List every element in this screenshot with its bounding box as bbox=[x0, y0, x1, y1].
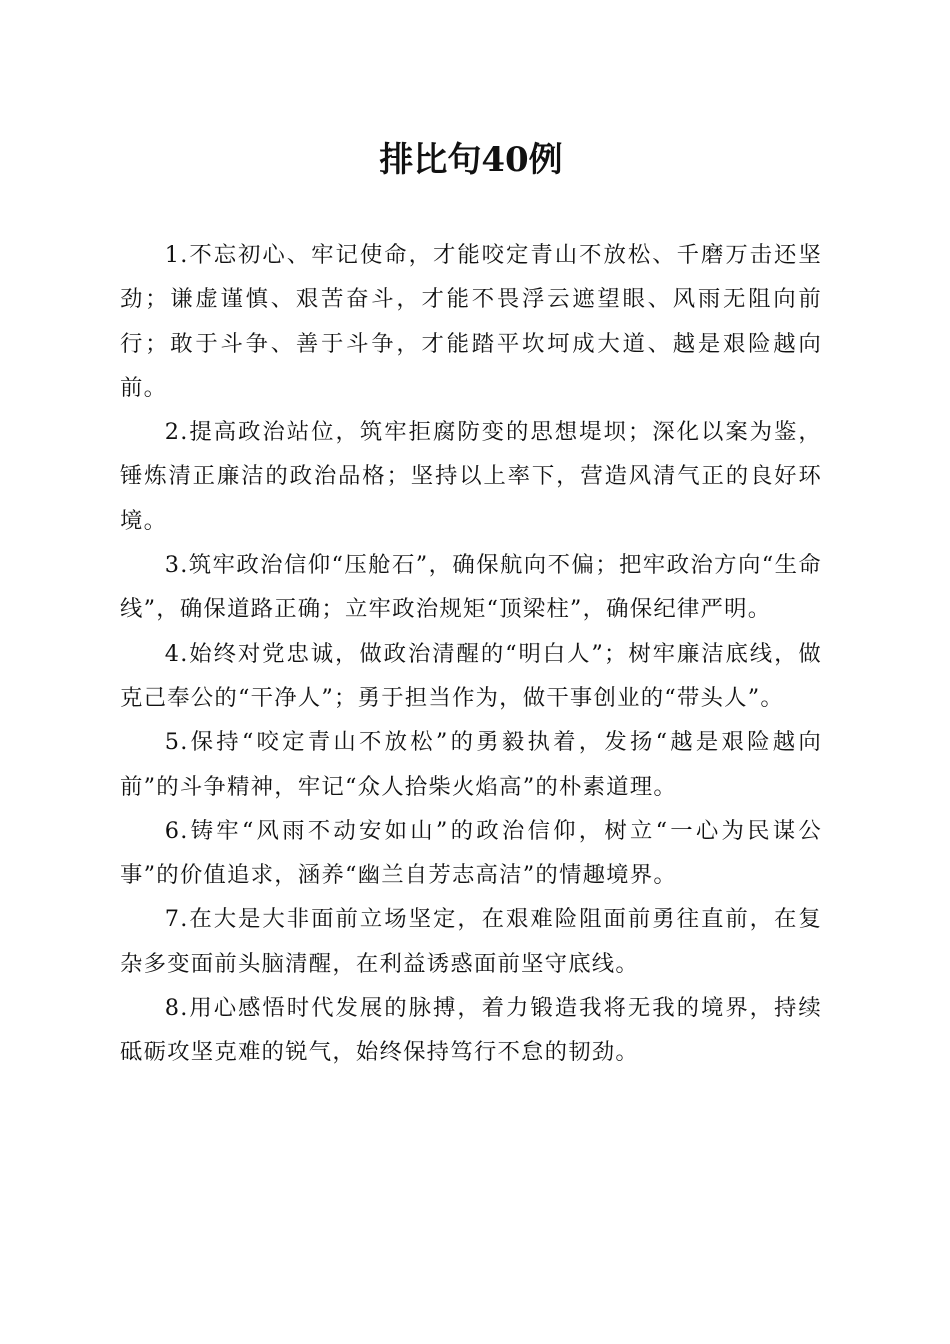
paragraph-5: 5.保持“咬定青山不放松”的勇毅执着，发扬“越是艰险越向前”的斗争精神，牢记“众人拾柴火焰高”的朴素道理。 bbox=[120, 729, 822, 800]
paragraph-7: 7.在大是大非面前立场坚定，在艰难险阻面前勇往直前，在复杂多变面前头脑清醒，在利益诱惑面前坚守底线。 bbox=[120, 906, 822, 977]
document-body bbox=[120, 233, 822, 1075]
document-page bbox=[120, 0, 822, 1075]
paragraph-8: 8.用心感悟时代发展的脉搏，着力锻造我将无我的境界，持续砥砺攻坚克难的锐气，始终保持笃行不怠的韧劲。 bbox=[120, 995, 822, 1066]
paragraph-2: 2.提高政治站位，筑牢拒腐防变的思想堤坝；深化以案为鉴，锤炼清正廉洁的政治品格；坚持以上率下，营造风清气正的良好环境。 bbox=[120, 419, 822, 534]
paragraph-4: 4.始终对党忠诚，做政治清醒的“明白人”；树牢廉洁底线，做克己奉公的“干净人”；勇于担当作为，做干事创业的“带头人”。 bbox=[120, 640, 822, 711]
paragraph-3: 3.筑牢政治信仰“压舱石”，确保航向不偏；把牢政治方向“生命线”，确保道路正确；立牢政治规矩“顶梁柱”，确保纪律严明。 bbox=[120, 552, 822, 623]
paragraph-1: 1.不忘初心、牢记使命，才能咬定青山不放松、千磨万击还坚劲；谦虚谨慎、艰苦奋斗，才能不畏浮云遮望眼、风雨无阻向前行；敢于斗争、善于斗争，才能踏平坎坷成大道、越是艰险越向前。 bbox=[120, 242, 822, 401]
document-title: 排比句40例 bbox=[379, 140, 563, 180]
paragraph-6: 6.铸牢“风雨不动安如山”的政治信仰，树立“一心为民谋公事”的价值追求，涵养“幽兰自芳志高洁”的情趣境界。 bbox=[120, 817, 822, 889]
